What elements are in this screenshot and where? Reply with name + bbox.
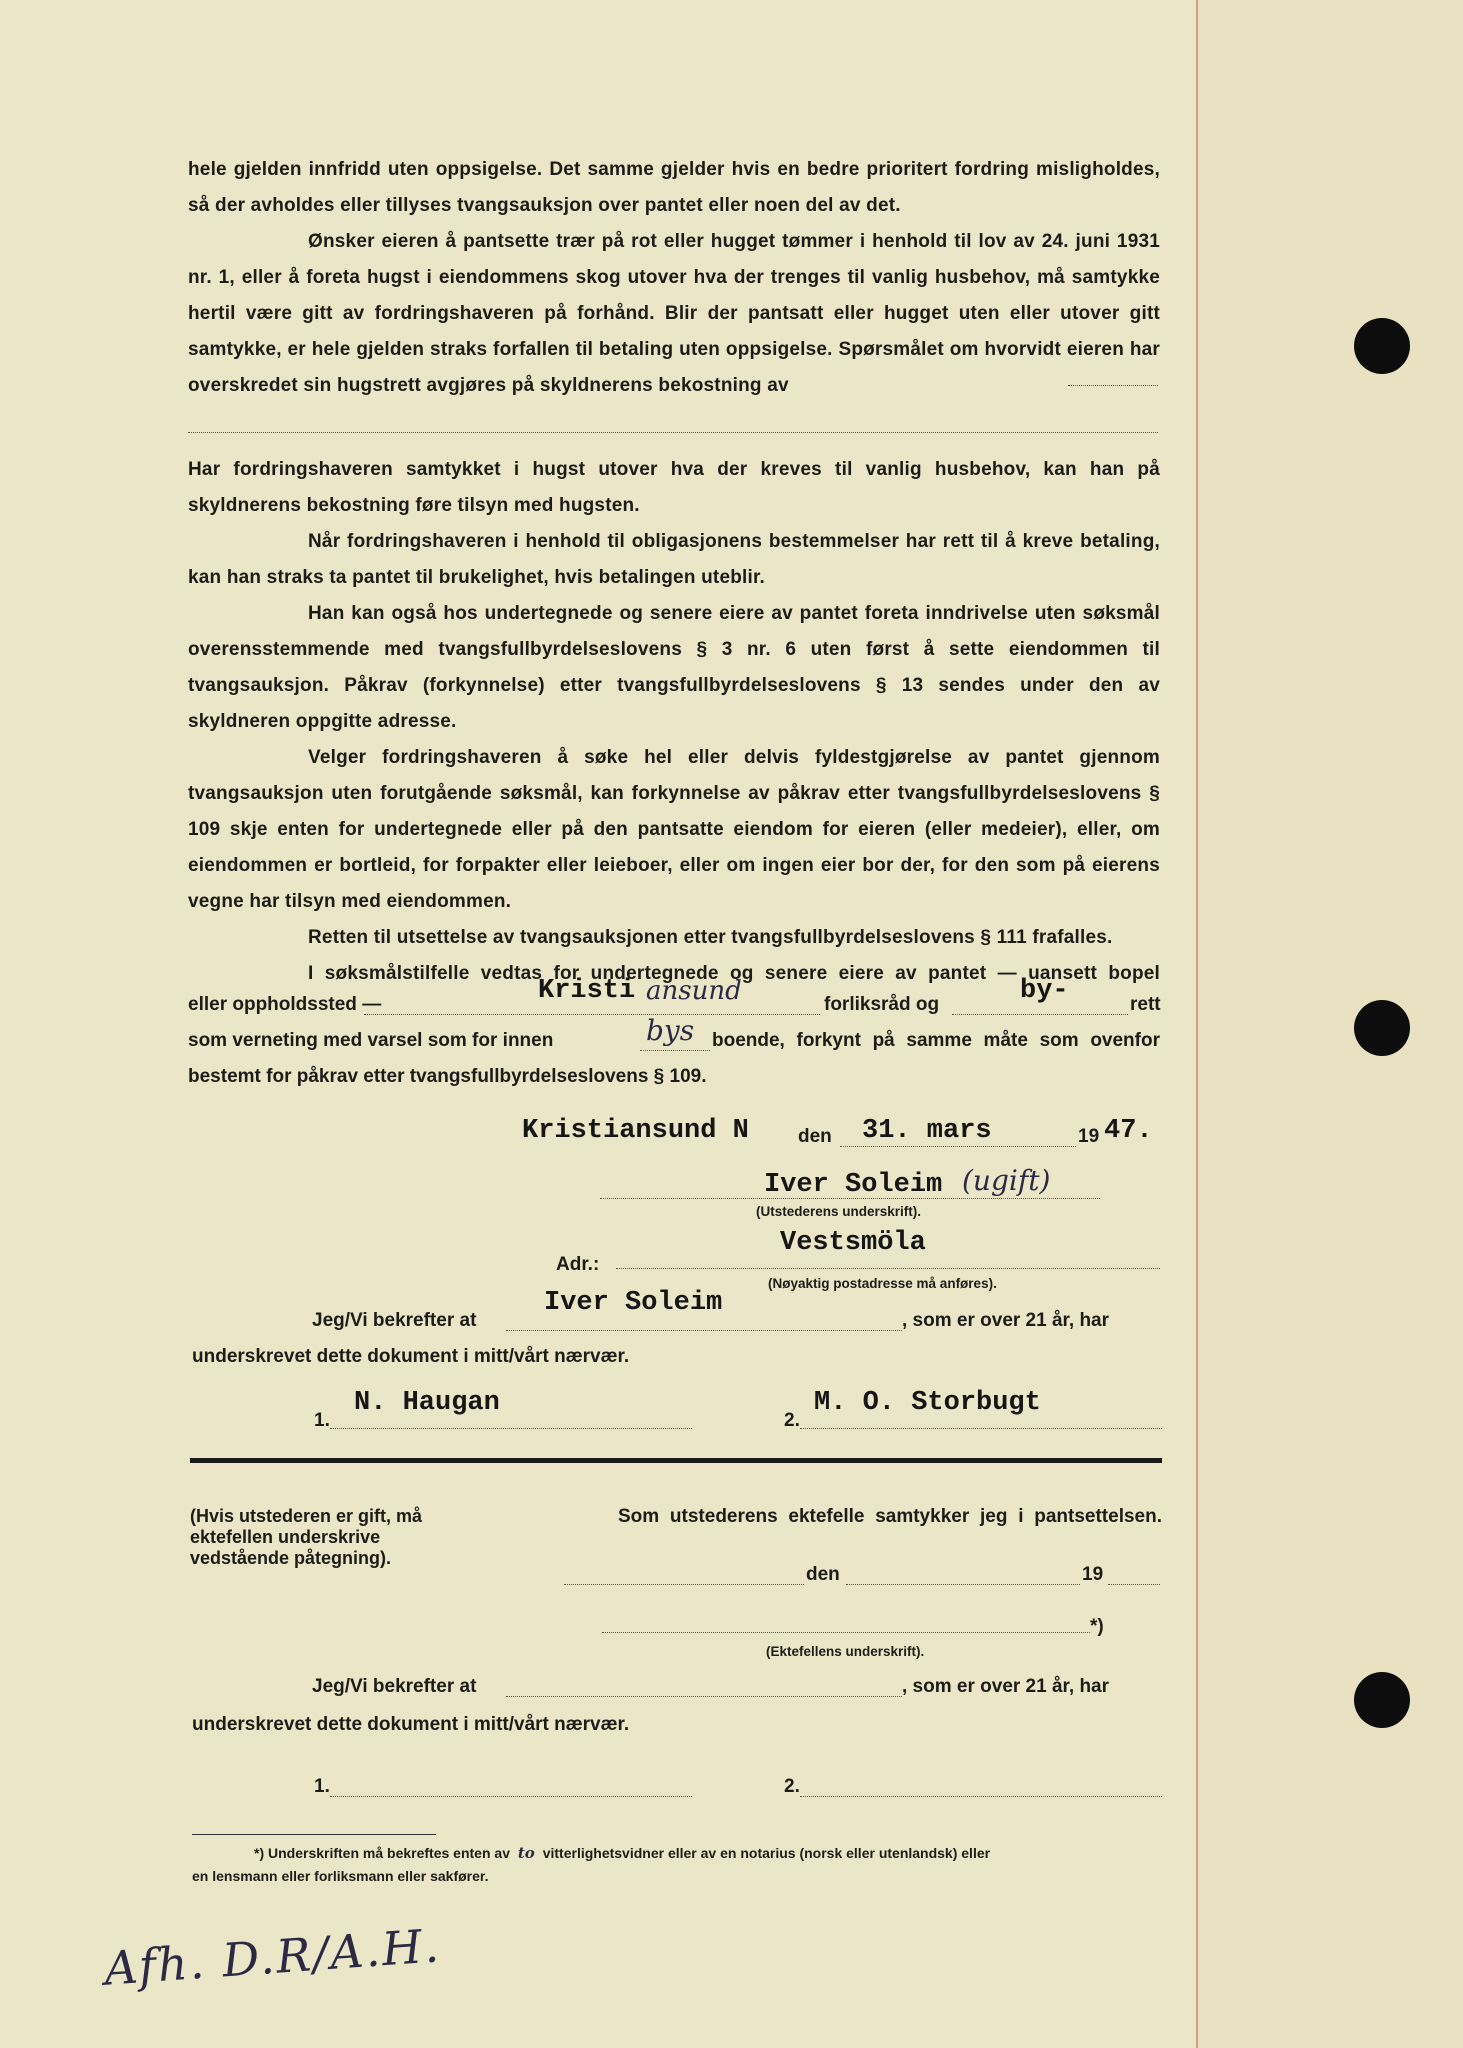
confirm-tail: , som er over 21 år, har — [902, 1310, 1110, 1331]
address-value: Vestsmöla — [780, 1228, 926, 1258]
paragraph: hele gjelden innfridd uten oppsigelse. Det samme gjelder hvis en bedre prioritert fordring misligholdes, så der avholdes eller tillyses tvangsauksjon over pantet eller noen del av det. — [188, 159, 1160, 216]
spouse-note: (Hvis utstederen er gift, må ektefellen underskrive vedstående påtegning). — [190, 1506, 423, 1568]
blank-line — [952, 1014, 1128, 1015]
address-caption: (Nøyaktig postadresse må anføres). — [768, 1276, 997, 1291]
den-label: den — [798, 1126, 832, 1147]
witness-2-name: M. O. Storbugt — [814, 1388, 1041, 1418]
venue-line-2: som verneting med varsel som for innen — [188, 1030, 554, 1051]
spouse-signature-line — [602, 1632, 1090, 1633]
signer-marital-handwritten: (ugift) — [962, 1164, 1051, 1197]
paragraph: Har fordringshaveren samtykket i hugst utover hva der kreves til vanlig husbehov, kan han på skyldnerens bekostning føre tilsyn med hugsten. — [188, 459, 1160, 516]
venue-place-handwritten: ansund — [646, 976, 742, 1006]
witness-1-name: N. Haugan — [354, 1388, 500, 1418]
witness-1-number: 1. — [314, 1410, 330, 1431]
blank-line — [1108, 1584, 1160, 1585]
footnote-line-1 — [254, 1844, 990, 1862]
blank-line — [364, 1014, 820, 1015]
spouse-witness-1: 1. — [314, 1776, 330, 1797]
rett-label: rett — [1130, 994, 1161, 1015]
blank-line — [506, 1330, 902, 1331]
witness-2-number: 2. — [784, 1410, 800, 1431]
witness-line — [800, 1796, 1162, 1797]
spouse-consent: Som utstederens ektefelle samtykker jeg i pantsettelsen. — [618, 1506, 1162, 1527]
handwritten-annotation: Afh. D.R/A.H. — [102, 1918, 443, 1996]
venue-by: by- — [1020, 976, 1069, 1006]
punch-hole — [1354, 1000, 1410, 1056]
blank-line — [840, 1146, 1076, 1147]
body-text-main — [188, 452, 1160, 992]
paragraph: Retten til utsettelse av tvangsauksjonen etter tvangsfullbyrdelseslovens § 111 frafalles. — [308, 927, 1113, 948]
footnote-line-2: en lensmann eller forliksmann eller sakfører. — [192, 1868, 489, 1884]
venue-bys-handwritten: bys — [646, 1014, 695, 1047]
paragraph: Når fordringshaveren i henhold til obligasjonens bestemmelser har rett til å kreve betaling, kan han straks ta pantet til brukelighet, hvis betalingen uteblir. — [188, 531, 1160, 588]
footnote-text: *) Underskriften må bekreftes enten av — [254, 1845, 510, 1861]
witness-line — [800, 1428, 1162, 1429]
spouse-confirm-line-2: underskrevet dette dokument i mitt/vårt nærvær. — [192, 1714, 630, 1735]
section-divider — [190, 1458, 1162, 1463]
blank-line — [188, 432, 1158, 433]
sign-place: Kristiansund N — [522, 1116, 749, 1146]
paragraph: Velger fordringshaveren å søke hel eller delvis fyldestgjørelse av pantet gjennom tvangsauksjon uten forutgående søksmål, kan forkynnelse av påkrav etter tvangsfullbyrdelseslovens § 109 skje enten for undertegnede eller på den pantsatte eiendom for eieren (eller medeier), eller, om eiendommen er bortleid, for forpakter eller leieboer, eller om ingen eier bor der, for den som på eierens vegne har tilsyn med eiendommen. — [188, 747, 1160, 912]
spouse-year-prefix: 19 — [1082, 1564, 1104, 1585]
confirm-label: Jeg/Vi bekrefter at — [312, 1310, 477, 1331]
punch-hole — [1354, 318, 1410, 374]
address-line — [616, 1268, 1160, 1269]
confirm-line-2: underskrevet dette dokument i mitt/vårt nærvær. — [192, 1346, 630, 1367]
spouse-confirm-tail: , som er over 21 år, har — [902, 1676, 1110, 1697]
witness-line — [330, 1428, 692, 1429]
signer-name: Iver Soleim — [764, 1170, 943, 1200]
blank-line — [506, 1696, 902, 1697]
body-text-top — [188, 152, 1160, 404]
adr-label: Adr.: — [556, 1254, 600, 1275]
blank-line — [1068, 385, 1158, 386]
spouse-witness-2: 2. — [784, 1776, 800, 1797]
punch-hole — [1354, 1672, 1410, 1728]
paragraph: I søksmålstilfelle vedtas for undertegnede og senere eiere av pantet — uansett bopel — [308, 963, 1160, 984]
blank-line — [640, 1050, 710, 1051]
venue-place-typed: Kristi — [538, 976, 636, 1006]
footnote-rule — [192, 1834, 436, 1835]
spouse-sig-caption: (Ektefellens underskrift). — [766, 1644, 925, 1659]
signer-caption: (Utstederens underskrift). — [756, 1204, 922, 1219]
footnote-to: to — [517, 1844, 535, 1862]
spouse-den: den — [806, 1564, 840, 1585]
year-suffix: 47. — [1104, 1116, 1153, 1146]
spouse-sig-mark: *) — [1090, 1616, 1104, 1637]
confirm-name: Iver Soleim — [544, 1288, 723, 1318]
spouse-confirm-label: Jeg/Vi bekrefter at — [312, 1676, 477, 1697]
blank-line — [846, 1584, 1080, 1585]
paragraph: Han kan også hos undertegnede og senere eiere av pantet foreta inndrivelse uten søksmål overensstemmende med tvangsfullbyrdelseslovens § 3 nr. 6 uten først å sette eiendommen til tvangsauksjon. Påkrav (forkynnelse) etter tvangsfullbyrdelseslovens § 13 sendes under den av skyldneren oppgitte adresse. — [188, 603, 1160, 732]
sign-date: 31. mars — [862, 1116, 992, 1146]
right-margin — [1198, 0, 1463, 2048]
blank-line — [564, 1584, 804, 1585]
venue-boende: boende, forkynt på samme måte som ovenfor — [712, 1030, 1160, 1051]
year-prefix: 19 — [1078, 1126, 1100, 1147]
forliksrad-label: forliksråd og — [824, 994, 940, 1015]
footnote-text: vitterlighetsvidner eller av en notarius (norsk eller utenlandsk) eller — [542, 1845, 991, 1861]
paragraph: Ønsker eieren å pantsette trær på rot eller hugget tømmer i henhold til lov av 24. juni 1931 nr. 1, eller å foreta hugst i eiendommens skog utover hva der trenges til vanlig husbehov, må samtykke hertil være gitt av fordringshaveren på forhånd. Blir der pantsatt eller hugget uten eller utover gitt samtykke, er hele gjelden straks forfallen til betaling uten oppsigelse. Spørsmålet om hvorvidt eieren har overskredet sin hugstrett avgjøres på skyldnerens bekostning av — [188, 231, 1160, 396]
venue-line-3: bestemt for påkrav etter tvangsfullbyrdelseslovens § 109. — [188, 1066, 707, 1087]
witness-line — [330, 1796, 692, 1797]
venue-line-start: eller oppholdssted — — [188, 994, 382, 1015]
